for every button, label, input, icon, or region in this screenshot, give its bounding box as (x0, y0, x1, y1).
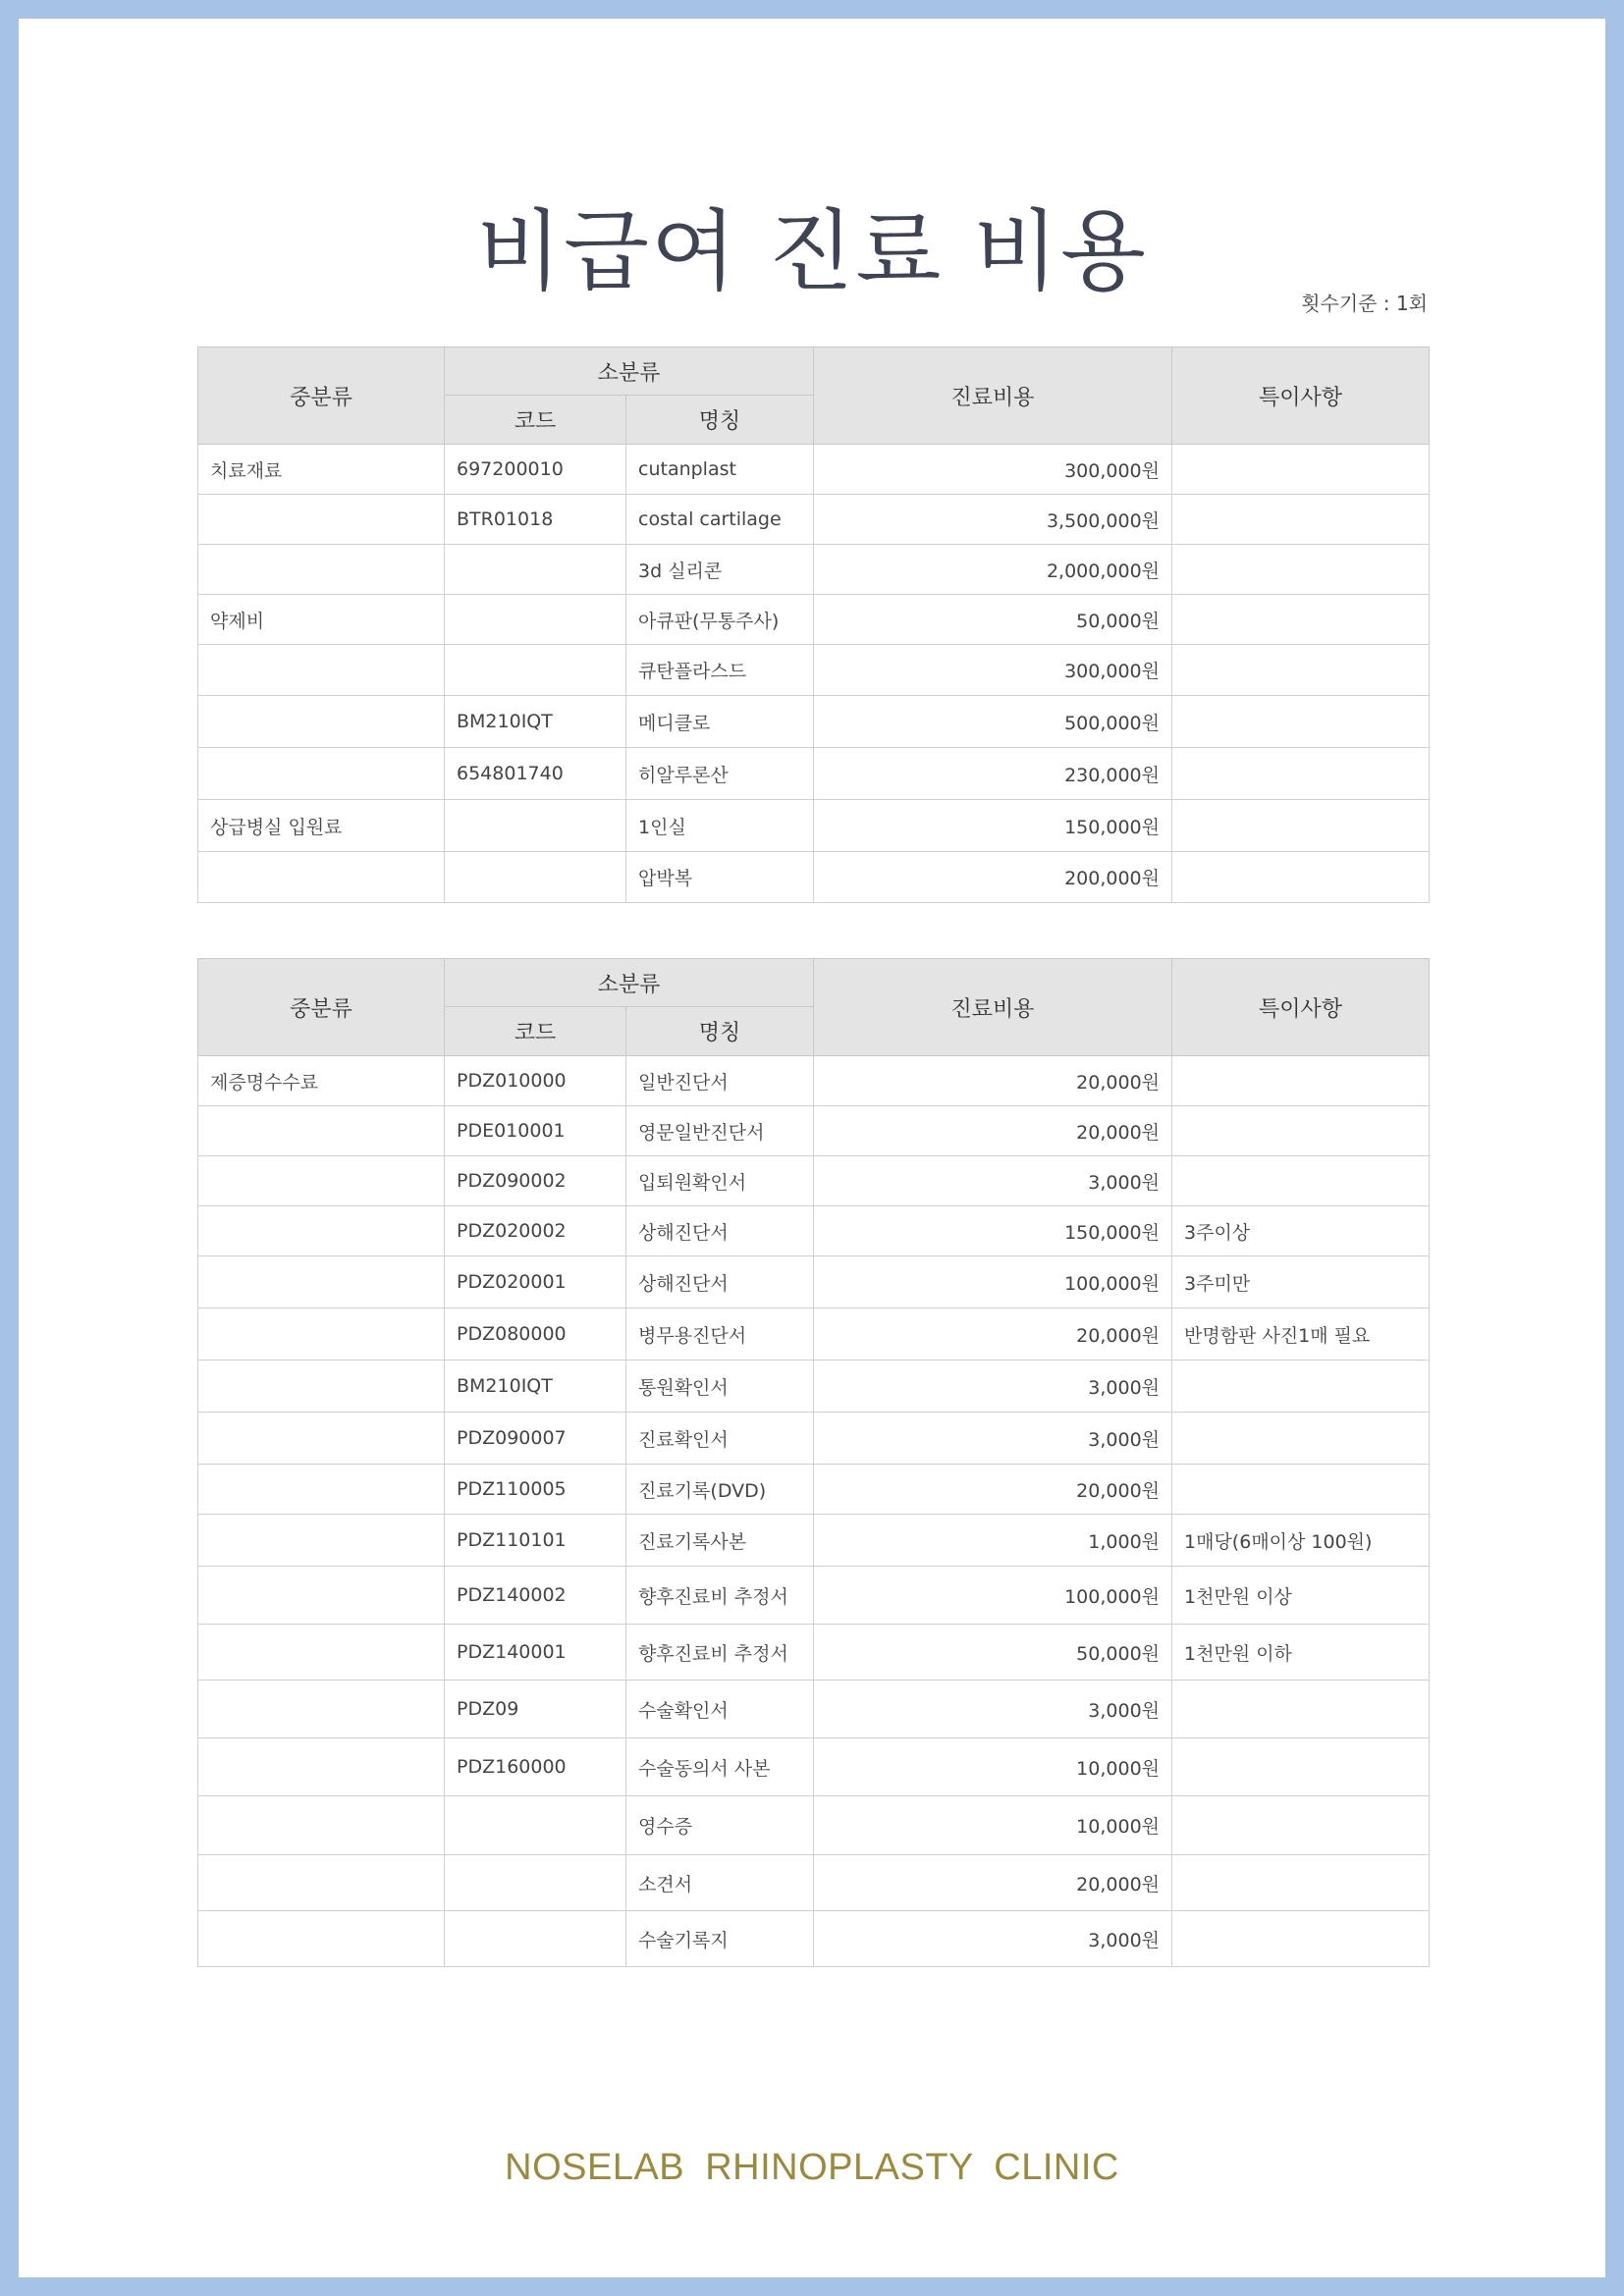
name-cell: 수술기록지 (626, 1911, 814, 1967)
name-cell: 향후진료비 추정서 (626, 1567, 814, 1625)
code-cell: BTR01018 (445, 495, 626, 545)
code-cell: BM210IQT (445, 1361, 626, 1413)
table-row (198, 1156, 1430, 1206)
code-cell: PDZ110005 (445, 1465, 626, 1515)
name-cell: 진료확인서 (626, 1413, 814, 1465)
table-row (198, 1855, 1430, 1911)
category-cell: 치료재료 (198, 445, 445, 495)
header-note: 특이사항 (1172, 347, 1430, 445)
cost-cell: 20,000원 (814, 1855, 1172, 1911)
cost-cell: 3,000원 (814, 1911, 1172, 1967)
note-cell (1172, 545, 1430, 595)
cost-cell: 3,000원 (814, 1361, 1172, 1413)
cost-cell: 20,000원 (814, 1308, 1172, 1361)
name-cell: 수술확인서 (626, 1681, 814, 1738)
category-cell (198, 545, 445, 595)
header-sub-category: 소분류 (445, 347, 814, 396)
table-row (198, 1738, 1430, 1796)
table-row (198, 645, 1430, 696)
table-row (198, 595, 1430, 645)
cost-cell: 3,500,000원 (814, 495, 1172, 545)
category-cell (198, 1413, 445, 1465)
table-row (198, 748, 1430, 800)
name-cell: 일반진단서 (626, 1056, 814, 1106)
code-cell: PDZ080000 (445, 1308, 626, 1361)
category-cell (198, 1156, 445, 1206)
cost-cell: 3,000원 (814, 1413, 1172, 1465)
cost-cell: 200,000원 (814, 852, 1172, 903)
name-cell: 상해진단서 (626, 1256, 814, 1308)
header-middle-category: 중분류 (198, 347, 445, 445)
name-cell: 소견서 (626, 1855, 814, 1911)
code-cell (445, 595, 626, 645)
code-cell: BM210IQT (445, 696, 626, 748)
table-row (198, 1106, 1430, 1156)
table-row (198, 1625, 1430, 1681)
note-cell: 3주미만 (1172, 1256, 1430, 1308)
note-cell: 1천만원 이상 (1172, 1567, 1430, 1625)
page-title: 비급여 진료 비용 (476, 200, 1148, 304)
cost-cell: 150,000원 (814, 1206, 1172, 1256)
cost-cell: 300,000원 (814, 645, 1172, 696)
table-row (198, 1056, 1430, 1106)
cost-cell: 150,000원 (814, 800, 1172, 852)
category-cell (198, 1515, 445, 1567)
table-row (198, 1206, 1430, 1256)
code-cell (445, 1911, 626, 1967)
cost-cell: 3,000원 (814, 1681, 1172, 1738)
note-cell: 1천만원 이하 (1172, 1625, 1430, 1681)
note-cell (1172, 1106, 1430, 1156)
header-code: 코드 (445, 396, 626, 445)
note-cell: 1매당(6매이상 100원) (1172, 1515, 1430, 1567)
table-row (198, 495, 1430, 545)
table-row (198, 1681, 1430, 1738)
cost-cell: 300,000원 (814, 445, 1172, 495)
header-code: 코드 (445, 1007, 626, 1056)
cost-cell: 3,000원 (814, 1156, 1172, 1206)
name-cell: 영수증 (626, 1796, 814, 1855)
category-cell (198, 696, 445, 748)
cost-cell: 230,000원 (814, 748, 1172, 800)
cost-cell: 1,000원 (814, 1515, 1172, 1567)
table-row (198, 1361, 1430, 1413)
note-cell (1172, 1361, 1430, 1413)
category-cell (198, 1567, 445, 1625)
code-cell (445, 545, 626, 595)
header-middle-category: 중분류 (198, 959, 445, 1056)
category-cell (198, 495, 445, 545)
category-cell (198, 1308, 445, 1361)
code-cell: 654801740 (445, 748, 626, 800)
note-cell (1172, 595, 1430, 645)
category-cell (198, 1738, 445, 1796)
note-cell (1172, 495, 1430, 545)
note-cell (1172, 1681, 1430, 1738)
category-cell (198, 1465, 445, 1515)
name-cell: 영문일반진단서 (626, 1106, 814, 1156)
name-cell: 진료기록사본 (626, 1515, 814, 1567)
fee-table-certificates (197, 958, 1430, 1967)
name-cell: 큐탄플라스드 (626, 645, 814, 696)
table-row (198, 1465, 1430, 1515)
table-row (198, 1413, 1430, 1465)
code-cell: PDZ140002 (445, 1567, 626, 1625)
name-cell: 히알루론산 (626, 748, 814, 800)
code-cell: PDZ160000 (445, 1738, 626, 1796)
category-cell (198, 1681, 445, 1738)
cost-cell: 20,000원 (814, 1056, 1172, 1106)
code-cell (445, 800, 626, 852)
note-cell (1172, 1855, 1430, 1911)
code-cell: PDZ010000 (445, 1056, 626, 1106)
note-cell (1172, 852, 1430, 903)
code-cell (445, 852, 626, 903)
note-cell (1172, 1738, 1430, 1796)
code-cell (445, 645, 626, 696)
category-cell: 약제비 (198, 595, 445, 645)
code-cell: PDE010001 (445, 1106, 626, 1156)
note-cell (1172, 1413, 1430, 1465)
table-row (198, 445, 1430, 495)
cost-cell: 2,000,000원 (814, 545, 1172, 595)
category-cell: 제증명수수료 (198, 1056, 445, 1106)
table-row (198, 1567, 1430, 1625)
name-cell: 상해진단서 (626, 1206, 814, 1256)
category-cell (198, 748, 445, 800)
name-cell: costal cartilage (626, 495, 814, 545)
category-cell (198, 1106, 445, 1156)
category-cell (198, 1855, 445, 1911)
table-body (198, 445, 1430, 903)
code-cell: PDZ110101 (445, 1515, 626, 1567)
note-cell (1172, 748, 1430, 800)
cost-cell: 20,000원 (814, 1106, 1172, 1156)
category-cell (198, 1206, 445, 1256)
name-cell: 진료기록(DVD) (626, 1465, 814, 1515)
cost-cell: 100,000원 (814, 1567, 1172, 1625)
name-cell: 입퇴원확인서 (626, 1156, 814, 1206)
clinic-name-footer: NOSELAB RHINOPLASTY CLINIC (505, 2147, 1119, 2188)
header-name: 명칭 (626, 396, 814, 445)
note-cell (1172, 1465, 1430, 1515)
name-cell: 통원확인서 (626, 1361, 814, 1413)
code-cell (445, 1855, 626, 1911)
table-row (198, 1515, 1430, 1567)
cost-cell: 20,000원 (814, 1465, 1172, 1515)
code-cell: PDZ090002 (445, 1156, 626, 1206)
category-cell (198, 1361, 445, 1413)
category-cell (198, 852, 445, 903)
note-cell (1172, 1796, 1430, 1855)
category-cell: 상급병실 입원료 (198, 800, 445, 852)
fee-table-materials (197, 347, 1430, 903)
name-cell: 병무용진단서 (626, 1308, 814, 1361)
name-cell: 수술동의서 사본 (626, 1738, 814, 1796)
name-cell: cutanplast (626, 445, 814, 495)
code-cell: PDZ09 (445, 1681, 626, 1738)
category-cell (198, 1256, 445, 1308)
category-cell (198, 645, 445, 696)
code-cell: PDZ020002 (445, 1206, 626, 1256)
cost-cell: 50,000원 (814, 1625, 1172, 1681)
name-cell: 3d 실리콘 (626, 545, 814, 595)
header-sub-category: 소분류 (445, 959, 814, 1007)
document-page (19, 19, 1605, 2277)
table-row (198, 696, 1430, 748)
note-cell (1172, 800, 1430, 852)
note-cell: 반명함판 사진1매 필요 (1172, 1308, 1430, 1361)
code-cell: 697200010 (445, 445, 626, 495)
cost-cell: 50,000원 (814, 595, 1172, 645)
table-row (198, 545, 1430, 595)
note-cell (1172, 696, 1430, 748)
table-body (198, 1056, 1430, 1967)
code-cell: PDZ140001 (445, 1625, 626, 1681)
header-name: 명칭 (626, 1007, 814, 1056)
name-cell: 향후진료비 추정서 (626, 1625, 814, 1681)
table-row (198, 1796, 1430, 1855)
table-row (198, 1308, 1430, 1361)
note-cell (1172, 1156, 1430, 1206)
cost-cell: 10,000원 (814, 1738, 1172, 1796)
table-row (198, 1256, 1430, 1308)
table-row (198, 852, 1430, 903)
category-cell (198, 1625, 445, 1681)
header-note: 특이사항 (1172, 959, 1430, 1056)
name-cell: 메디클로 (626, 696, 814, 748)
note-cell (1172, 1911, 1430, 1967)
note-cell: 3주이상 (1172, 1206, 1430, 1256)
category-cell (198, 1911, 445, 1967)
code-cell (445, 1796, 626, 1855)
code-cell: PDZ020001 (445, 1256, 626, 1308)
cost-cell: 100,000원 (814, 1256, 1172, 1308)
category-cell (198, 1796, 445, 1855)
name-cell: 1인실 (626, 800, 814, 852)
note-cell (1172, 645, 1430, 696)
cost-cell: 500,000원 (814, 696, 1172, 748)
table-row (198, 800, 1430, 852)
name-cell: 아큐판(무통주사) (626, 595, 814, 645)
header-cost: 진료비용 (814, 347, 1172, 445)
header-cost: 진료비용 (814, 959, 1172, 1056)
count-basis-note: 횟수기준 : 1회 (1301, 292, 1428, 315)
code-cell: PDZ090007 (445, 1413, 626, 1465)
note-cell (1172, 1056, 1430, 1106)
table-row (198, 1911, 1430, 1967)
cost-cell: 10,000원 (814, 1796, 1172, 1855)
name-cell: 압박복 (626, 852, 814, 903)
note-cell (1172, 445, 1430, 495)
